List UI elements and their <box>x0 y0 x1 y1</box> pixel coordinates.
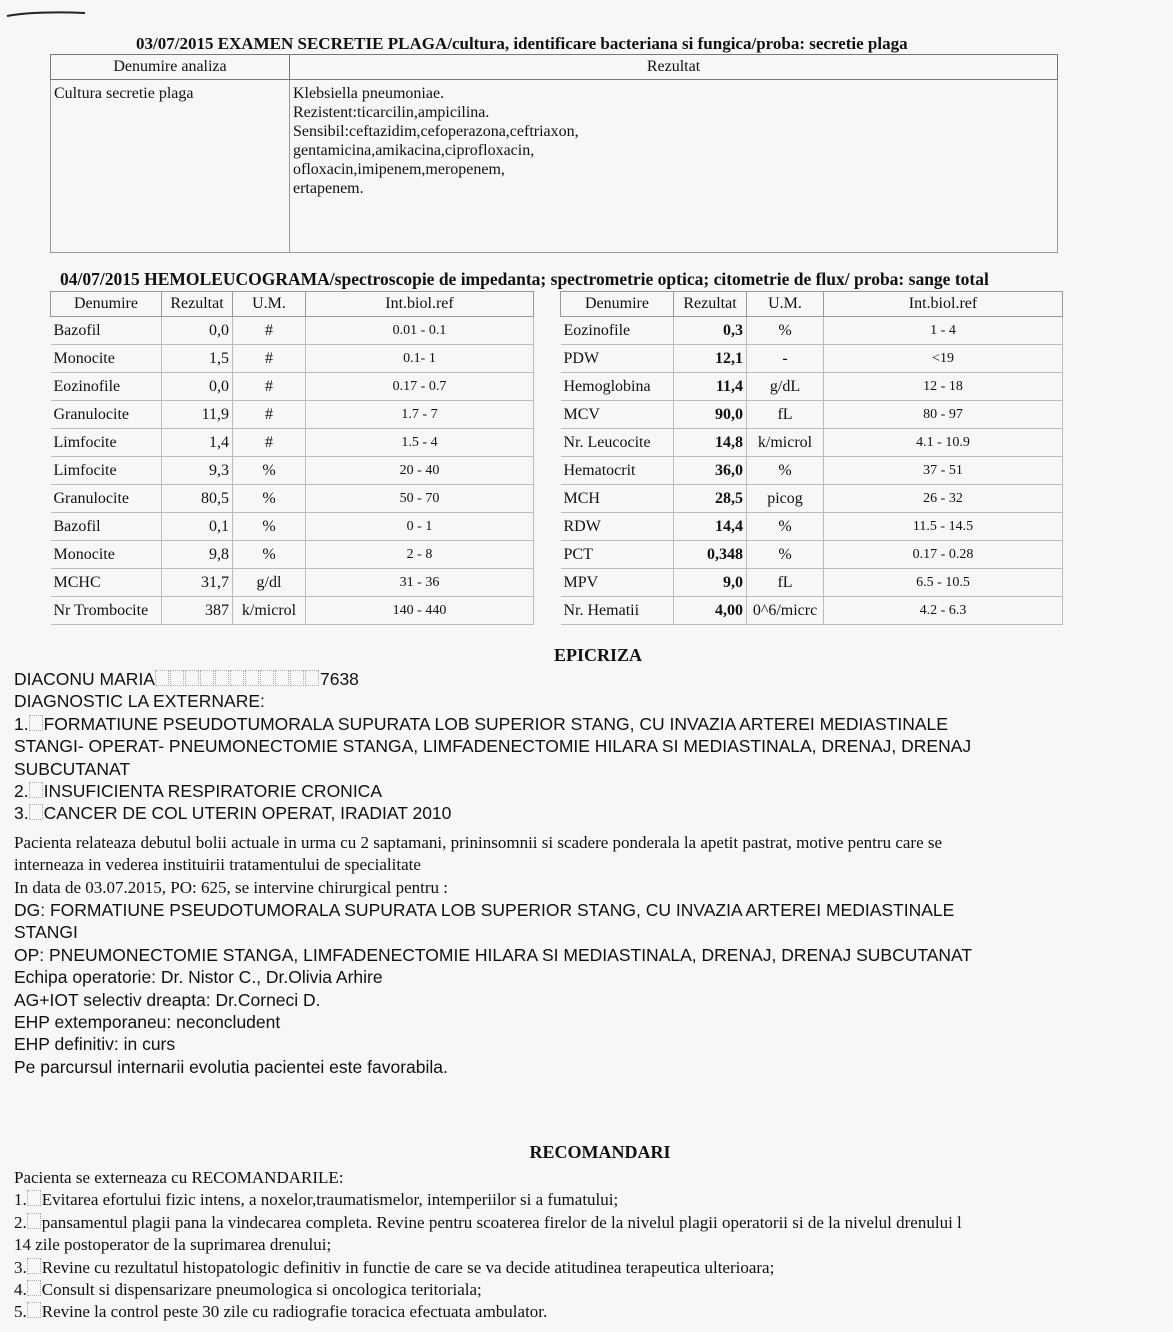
table-row <box>561 317 1063 345</box>
test-value: 1,5 <box>162 345 233 373</box>
test-value: 0,1 <box>162 513 233 541</box>
test-name: PDW <box>561 345 674 373</box>
test-unit: g/dl <box>233 569 306 597</box>
test-ref-range: 4.2 - 6.3 <box>824 597 1063 625</box>
test-unit: k/microl <box>747 429 824 457</box>
test-value: 36,0 <box>674 457 747 485</box>
test-name: Monocite <box>51 345 162 373</box>
test-unit: # <box>233 401 306 429</box>
culture-title: 03/07/2015 EXAMEN SECRETIE PLAGA/cultura, identificare bacteriana si fungica/proba: secretie plaga <box>136 34 908 53</box>
test-unit: # <box>233 345 306 373</box>
culture-header-result: Rezultat <box>290 55 1058 80</box>
test-ref-range: <19 <box>824 345 1063 373</box>
culture-test-name: Cultura secretie plaga <box>51 80 290 253</box>
table-row <box>561 401 1063 429</box>
hemo-table-right <box>560 291 1063 625</box>
epicriza-body <box>14 832 1169 899</box>
list-number: 3. <box>14 1257 27 1277</box>
test-name: Granulocite <box>51 485 162 513</box>
test-name: Granulocite <box>51 401 162 429</box>
test-unit: % <box>233 485 306 513</box>
test-unit: # <box>233 429 306 457</box>
test-ref-range: 26 - 32 <box>824 485 1063 513</box>
table-row <box>561 569 1063 597</box>
table-row <box>51 597 534 625</box>
evolution-text: Pe parcursul internarii evolutia pacientei este favorabila. <box>14 1056 448 1077</box>
list-number: 2. <box>14 781 29 802</box>
diagnosis-text: INSUFICIENTA RESPIRATORIE CRONICA <box>43 781 382 802</box>
recommendation-item <box>14 1301 1173 1323</box>
recommendation-text-cont: 14 zile postoperator de la suprimarea drenului; <box>14 1235 332 1255</box>
table-row <box>561 429 1063 457</box>
test-unit: % <box>747 513 824 541</box>
test-value: 14,4 <box>674 513 747 541</box>
test-name: Monocite <box>51 541 162 569</box>
table-row <box>51 569 534 597</box>
table-row <box>51 485 534 513</box>
culture-result-line: ofloxacin,imipenem,meropenem, <box>293 161 505 178</box>
test-name: PCT <box>561 541 674 569</box>
test-unit: - <box>747 345 824 373</box>
test-ref-range: 140 - 440 <box>306 597 534 625</box>
test-value: 0,348 <box>674 541 747 569</box>
recommendation-text: pansamentul plagii pana la vindecarea completa. Revine pentru scoaterea firelor de la nivelul plagii operatorii si de la nivelul drenului l <box>41 1212 962 1232</box>
patient-name: DIACONU MARIA <box>14 669 155 689</box>
culture-table <box>50 54 1058 253</box>
test-unit: % <box>747 317 824 345</box>
hemo-table-left <box>50 291 534 625</box>
test-unit: % <box>233 457 306 485</box>
pen-scribble-mark <box>5 10 87 18</box>
test-name: Bazofil <box>51 513 162 541</box>
diagnosis-label: DIAGNOSTIC LA EXTERNARE: <box>14 691 265 712</box>
list-number: 4. <box>14 1280 27 1300</box>
recommendation-item <box>14 1189 1173 1211</box>
list-number: 3. <box>14 803 29 824</box>
test-name: Nr. Leucocite <box>561 429 674 457</box>
test-ref-range: 1.7 - 7 <box>306 401 534 429</box>
ehp-extemporaneous: EHP extemporaneu: neconcludent <box>14 1012 281 1033</box>
table-row <box>51 345 534 373</box>
list-number: 5. <box>14 1302 27 1322</box>
recommendation-item <box>14 1279 1173 1301</box>
test-ref-range: 11.5 - 14.5 <box>824 513 1063 541</box>
test-name: Hemoglobina <box>561 373 674 401</box>
diagnosis-text-cont: SUBCUTANAT <box>14 758 131 779</box>
recommendation-item <box>14 1257 1173 1279</box>
test-ref-range: 0.01 - 0.1 <box>306 317 534 345</box>
test-name: Eozinofile <box>561 317 674 345</box>
test-name: Eozinofile <box>51 373 162 401</box>
test-ref-range: 4.1 - 10.9 <box>824 429 1063 457</box>
epicriza-heading: EPICRIZA <box>553 645 642 665</box>
op-text: OP: PNEUMONECTOMIE STANGA, LIMFADENECTOMIE HILARA SI MEDIASTINALA, DRENAJ, DRENAJ SUBCUTANAT <box>14 944 973 965</box>
test-name: Limfocite <box>51 457 162 485</box>
culture-result-line: Klebsiella pneumoniae. <box>293 85 445 102</box>
culture-result-line: gentamicina,amikacina,ciprofloxacin, <box>293 142 535 159</box>
dg-text-cont: STANGI <box>14 922 78 943</box>
test-name: MPV <box>561 569 674 597</box>
diagnosis-item <box>14 713 1164 735</box>
diagnosis-item <box>14 780 1164 802</box>
table-row <box>51 373 534 401</box>
test-value: 31,7 <box>162 569 233 597</box>
table-row <box>51 401 534 429</box>
surgery-date-text: In data de 03.07.2015, PO: 625, se intervine chirurgical pentru : <box>14 877 449 897</box>
redacted-id-placeholder <box>155 669 320 689</box>
culture-result-line: Rezistent:ticarcilin,ampicilina. <box>293 104 490 121</box>
hemo-header-value: Rezultat <box>674 292 747 317</box>
test-unit: # <box>233 317 306 345</box>
test-value: 0,0 <box>162 373 233 401</box>
test-ref-range: 80 - 97 <box>824 401 1063 429</box>
diagnosis-text: FORMATIUNE PSEUDOTUMORALA SUPURATA LOB SUPERIOR STANG, CU INVAZIA ARTEREI MEDIASTINALE <box>43 713 948 734</box>
test-ref-range: 20 - 40 <box>306 457 534 485</box>
table-row <box>51 80 1058 253</box>
test-value: 12,1 <box>674 345 747 373</box>
list-number: 1. <box>14 1190 27 1210</box>
test-ref-range: 0.17 - 0.7 <box>306 373 534 401</box>
recommendations-block <box>14 1167 1173 1324</box>
test-unit: k/microl <box>233 597 306 625</box>
test-unit: fL <box>747 401 824 429</box>
table-row <box>561 485 1063 513</box>
test-unit: % <box>747 541 824 569</box>
epicriza-diagnosis-block <box>14 668 1164 825</box>
test-value: 11,4 <box>674 373 747 401</box>
hemo-header-unit: U.M. <box>233 292 306 317</box>
hemo-header-ref: Int.biol.ref <box>306 292 534 317</box>
diagnosis-text: CANCER DE COL UTERIN OPERAT, IRADIAT 2010 <box>43 803 452 824</box>
table-row <box>561 541 1063 569</box>
list-number: 1. <box>14 713 29 734</box>
patient-line <box>14 668 1164 690</box>
table-row <box>561 345 1063 373</box>
test-value: 4,00 <box>674 597 747 625</box>
recommendations-intro: Pacienta se externeaza cu RECOMANDARILE: <box>14 1168 344 1187</box>
test-ref-range: 0.1- 1 <box>306 345 534 373</box>
history-text: interneaza in vederea instituirii tratamentului de specialitate <box>14 855 421 875</box>
test-unit: % <box>747 457 824 485</box>
test-ref-range: 1.5 - 4 <box>306 429 534 457</box>
test-ref-range: 0.17 - 0.28 <box>824 541 1063 569</box>
epicriza-surgery-block <box>14 899 1169 1078</box>
table-row <box>51 513 534 541</box>
recommendation-text: Revine la control peste 30 zile cu radiografie toracica efectuata ambulator. <box>41 1302 548 1322</box>
test-value: 0,0 <box>162 317 233 345</box>
test-value: 9,3 <box>162 457 233 485</box>
test-unit: fL <box>747 569 824 597</box>
test-ref-range: 0 - 1 <box>306 513 534 541</box>
test-name: Limfocite <box>51 429 162 457</box>
test-value: 14,8 <box>674 429 747 457</box>
test-value: 9,8 <box>162 541 233 569</box>
test-value: 9,0 <box>674 569 747 597</box>
test-unit: # <box>233 373 306 401</box>
test-name: Nr Trombocite <box>51 597 162 625</box>
recomandari-heading: RECOMANDARI <box>529 1142 671 1162</box>
test-ref-range: 31 - 36 <box>306 569 534 597</box>
table-row <box>51 317 534 345</box>
hemo-header-value: Rezultat <box>162 292 233 317</box>
hemo-header-ref: Int.biol.ref <box>824 292 1063 317</box>
table-row <box>51 429 534 457</box>
hemo-header-unit: U.M. <box>747 292 824 317</box>
test-unit: picog <box>747 485 824 513</box>
recommendation-text: Evitarea efortului fizic intens, a noxelor,traumatismelor, intemperiilor si a fumatului; <box>41 1190 619 1210</box>
ehp-definitive: EHP definitiv: in curs <box>14 1034 176 1055</box>
test-ref-range: 37 - 51 <box>824 457 1063 485</box>
test-name: MCHC <box>51 569 162 597</box>
test-ref-range: 12 - 18 <box>824 373 1063 401</box>
test-value: 28,5 <box>674 485 747 513</box>
test-name: Hematocrit <box>561 457 674 485</box>
diagnosis-text-cont: STANGI- OPERAT- PNEUMONECTOMIE STANGA, LIMFADENECTOMIE HILARA SI MEDIASTINALA, DRENAJ, DRENAJ <box>14 736 972 757</box>
table-row <box>561 597 1063 625</box>
recommendation-item <box>14 1212 1173 1234</box>
culture-header-name: Denumire analiza <box>51 55 290 80</box>
dg-text: DG: FORMATIUNE PSEUDOTUMORALA SUPURATA LOB SUPERIOR STANG, CU INVAZIA ARTEREI MEDIASTINALE <box>14 900 955 920</box>
test-value: 0,3 <box>674 317 747 345</box>
table-row <box>561 513 1063 541</box>
test-name: RDW <box>561 513 674 541</box>
test-unit: % <box>233 541 306 569</box>
anesthesia-team: AG+IOT selectiv dreapta: Dr.Corneci D. <box>14 989 321 1010</box>
test-value: 11,9 <box>162 401 233 429</box>
table-row <box>51 457 534 485</box>
test-value: 1,4 <box>162 429 233 457</box>
hemo-header-name: Denumire <box>51 292 162 317</box>
test-unit: % <box>233 513 306 541</box>
table-row <box>51 541 534 569</box>
test-value: 387 <box>162 597 233 625</box>
test-name: Nr. Hematii <box>561 597 674 625</box>
surgical-team: Echipa operatorie: Dr. Nistor C., Dr.Olivia Arhire <box>14 967 383 988</box>
table-row <box>561 457 1063 485</box>
test-ref-range: 50 - 70 <box>306 485 534 513</box>
test-value: 80,5 <box>162 485 233 513</box>
diagnosis-item <box>14 802 1164 824</box>
test-name: Bazofil <box>51 317 162 345</box>
test-unit: g/dL <box>747 373 824 401</box>
test-ref-range: 6.5 - 10.5 <box>824 569 1063 597</box>
culture-result-line: Sensibil:ceftazidim,cefoperazona,ceftriaxon, <box>293 123 579 140</box>
test-name: MCV <box>561 401 674 429</box>
culture-result-line: ertapenem. <box>293 180 364 197</box>
test-name: MCH <box>561 485 674 513</box>
history-text: Pacienta relateaza debutul bolii actuale in urma cu 2 saptamani, prininsomnii si scadere ponderala la apetit pastrat, motive pentru care se <box>14 833 943 852</box>
test-ref-range: 2 - 8 <box>306 541 534 569</box>
hemo-title: 04/07/2015 HEMOLEUCOGRAMA/spectroscopie de impedanta; spectrometrie optica; citometrie de flux/ proba: sange total <box>60 269 989 289</box>
patient-id-suffix: 7638 <box>319 669 359 689</box>
table-row <box>561 373 1063 401</box>
test-value: 90,0 <box>674 401 747 429</box>
list-number: 2. <box>14 1212 27 1232</box>
test-ref-range: 1 - 4 <box>824 317 1063 345</box>
recommendation-text: Consult si dispensarizare pneumologica si oncologica teritoriala; <box>41 1280 482 1300</box>
hemo-header-name: Denumire <box>561 292 674 317</box>
recommendation-text: Revine cu rezultatul histopatologic definitiv in functie de care se va decide atitudinea terapeutica ulterioara; <box>41 1257 775 1277</box>
culture-result <box>290 80 1058 253</box>
test-unit: 0^6/micrc <box>747 597 824 625</box>
